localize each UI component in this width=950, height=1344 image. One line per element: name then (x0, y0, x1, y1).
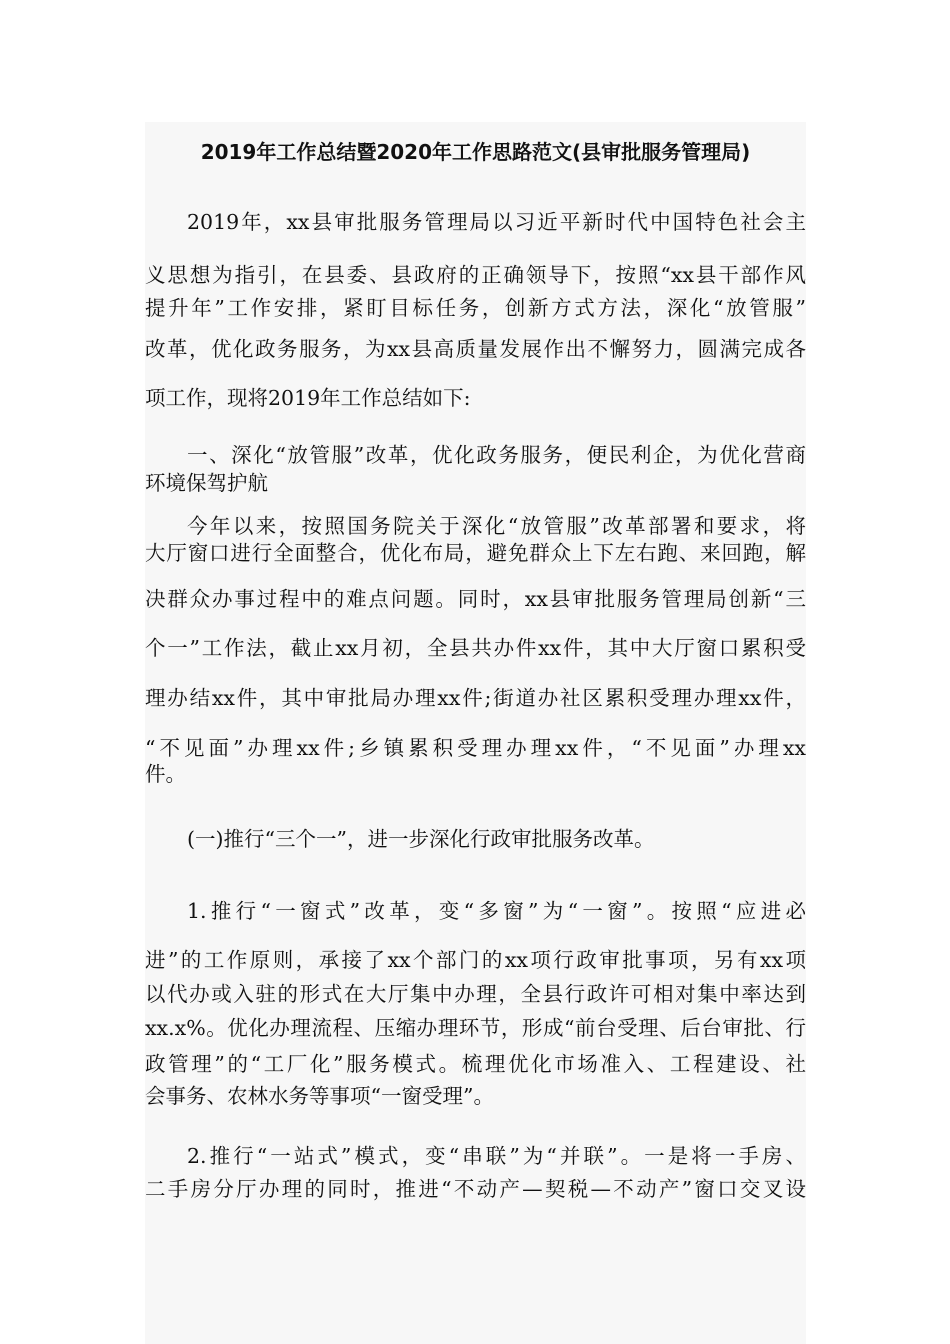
text-line: 大厅窗口进行全面整合，优化布局，避免群众上下左右跑、来回跑，解 (145, 541, 806, 565)
text-line: 理办结xx件，其中审批局办理xx件;街道办社区累积受理办理xx件， (145, 686, 806, 710)
text-line: 义思想为指引，在县委、县政府的正确领导下，按照“xx县干部作风 (145, 263, 806, 287)
text-line: 政管理”的“工厂化”服务模式。梳理优化市场准入、工程建设、社 (145, 1052, 806, 1076)
text-line: 进”的工作原则，承接了xx个部门的xx项行政审批事项，另有xx项 (145, 948, 806, 972)
text-line: 会事务、农林水务等事项“一窗受理”。 (145, 1084, 494, 1108)
text-line: “不见面”办理xx件;乡镇累积受理办理xx件，“不见面”办理xx (145, 736, 806, 760)
text-line: 二手房分厅办理的同时，推进“不动产—契税—不动产”窗口交叉设 (145, 1177, 806, 1201)
text-line: 提升年”工作安排，紧盯目标任务，创新方式方法，深化“放管服” (145, 296, 806, 320)
text-line: 个一”工作法，截止xx月初，全县共办件xx件，其中大厅窗口累积受 (145, 636, 806, 660)
text-line: 一、深化“放管服”改革，优化政务服务，便民利企，为优化营商 (187, 443, 806, 467)
text-line: (一)推行“三个一”，进一步深化行政审批服务改革。 (187, 827, 655, 851)
text-line: 环境保驾护航 (145, 471, 268, 495)
text-line: 2019年，xx县审批服务管理局以习近平新时代中国特色社会主 (187, 210, 806, 234)
text-line: 改革，优化政务服务，为xx县高质量发展作出不懈努力，圆满完成各 (145, 337, 806, 361)
text-line: 决群众办事过程中的难点问题。同时，xx县审批服务管理局创新“三 (145, 587, 806, 611)
text-line: 以代办或入驻的形式在大厅集中办理，全县行政许可相对集中率达到 (145, 982, 806, 1006)
text-line: 1.推行“一窗式”改革，变“多窗”为“一窗”。按照“应进必 (187, 899, 806, 923)
text-line: 件。 (145, 762, 186, 786)
document-title: 2019年工作总结暨2020年工作思路范文(县审批服务管理局) (200, 140, 751, 164)
text-line: 项工作，现将2019年工作总结如下: (145, 386, 471, 410)
text-line: 2.推行“一站式”模式，变“串联”为“并联”。一是将一手房、 (187, 1144, 806, 1168)
text-line: xx.x%。优化办理流程、压缩办理环节，形成“前台受理、后台审批、行 (145, 1016, 806, 1040)
document-page (145, 122, 806, 1344)
text-line: 今年以来，按照国务院关于深化“放管服”改革部署和要求，将 (187, 514, 806, 538)
